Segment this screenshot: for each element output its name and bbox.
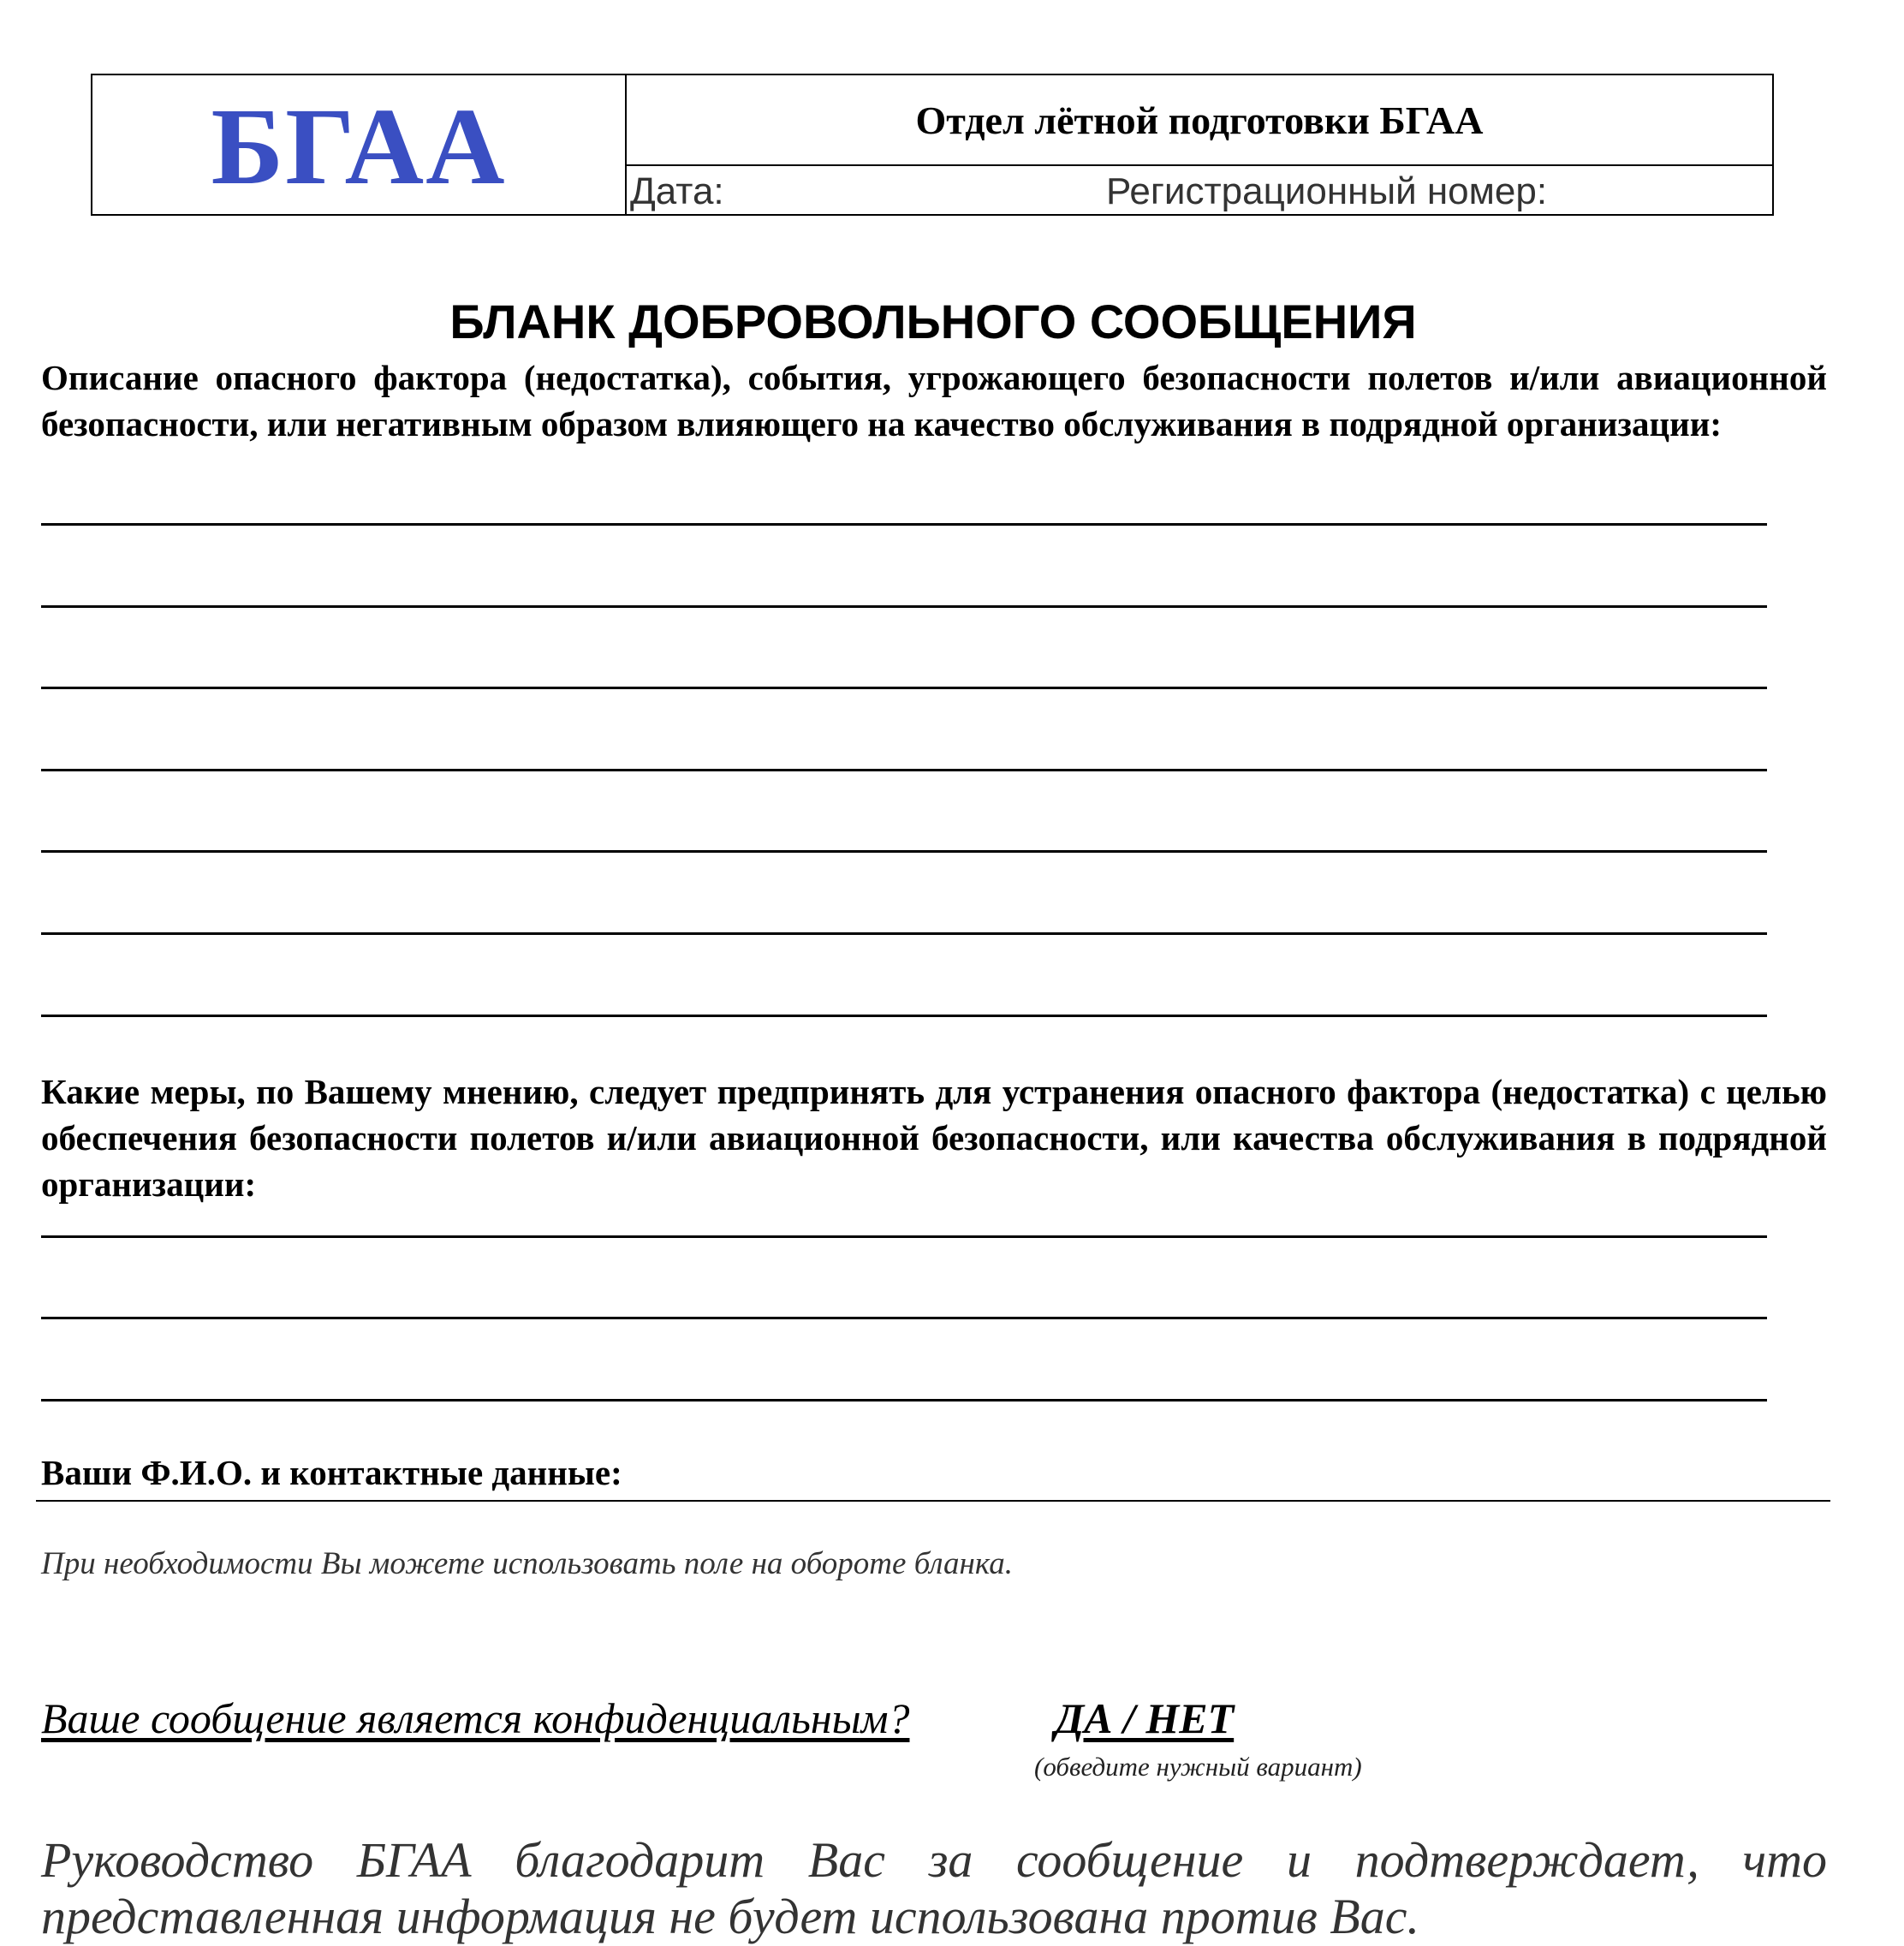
hazard-answer-line[interactable]	[41, 769, 1767, 771]
hazard-answer-line[interactable]	[41, 932, 1767, 935]
reg-number-label: Регистрационный номер:	[1106, 170, 1548, 212]
header-table	[91, 74, 1774, 216]
date-reg-row	[627, 166, 1772, 214]
reverse-side-note: При необходимости Вы можете использовать поле на обороте бланка.	[41, 1546, 1013, 1581]
confidential-options[interactable]: ДА / НЕТ	[1055, 1694, 1235, 1742]
hazard-answer-line[interactable]	[41, 1015, 1767, 1017]
form-title: БЛАНК ДОБРОВОЛЬНОГО СООБЩЕНИЯ	[449, 295, 1417, 348]
confidential-question: Ваше сообщение является конфиденциальным?	[41, 1694, 910, 1742]
logo-text: БГАА	[211, 86, 507, 207]
hazard-answer-line[interactable]	[41, 605, 1767, 608]
department-name: Отдел лётной подготовки БГАА	[627, 75, 1772, 166]
thanks-statement: Руководство БГАА благодарит Вас за сообщение и подтверждает, что представленная информация не будет использована против Вас.	[41, 1832, 1827, 1944]
contact-label: Ваши Ф.И.О. и контактные данные:	[41, 1453, 622, 1492]
logo	[92, 75, 627, 214]
measures-answer-line[interactable]	[41, 1399, 1767, 1401]
confidential-hint: (обведите нужный вариант)	[1034, 1752, 1362, 1782]
measures-question: Какие меры, по Вашему мнению, следует предпринять для устранения опасного фактора (недостатка) с целью обеспечения безопасности полетов и/или авиационной безопасности, или качества обслуживания в подрядной организации:	[41, 1072, 1827, 1204]
date-label: Дата:	[630, 170, 724, 212]
measures-answer-line[interactable]	[41, 1235, 1767, 1238]
contact-answer-line[interactable]	[36, 1500, 1830, 1502]
hazard-answer-line[interactable]	[41, 850, 1767, 853]
measures-answer-line[interactable]	[41, 1317, 1767, 1319]
hazard-answer-line[interactable]	[41, 523, 1767, 526]
hazard-answer-line[interactable]	[41, 687, 1767, 689]
hazard-question: Описание опасного фактора (недостатка), события, угрожающего безопасности полетов и/или авиационной безопасности, или негативным образом влияющего на качество обслуживания в подрядной организации:	[41, 358, 1827, 443]
